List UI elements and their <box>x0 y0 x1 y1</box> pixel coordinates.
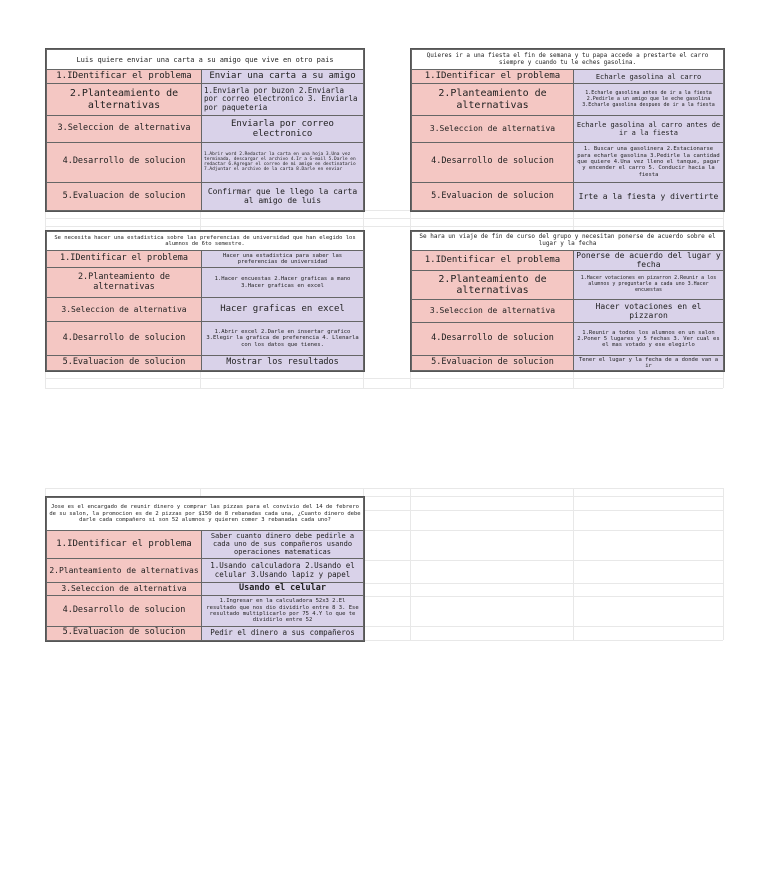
step-label: 2.Planteamiento de alternativas <box>47 559 202 582</box>
step-value: 1.Usando calculadora 2.Usando el celular 3.Usando lapiz y papel <box>202 559 364 582</box>
problem-statement: Luis quiere enviar una carta a su amigo que vive en otro pais <box>47 50 364 70</box>
step-value: 1.Enviarla por buzon 2.Enviarla por correo electronico 3. Enviarla por paqueteria <box>202 84 364 116</box>
step-value: 1. Buscar una gasolinera 2.Estacionarse para echarle gasolina 3.Pedirle la cantidad que quiere 4.Una vez lleno el tanque, pagar y encender el carro 5. Conducir hacia la fiesta <box>574 142 724 182</box>
step-value: Usando el celular <box>202 582 364 595</box>
step-label: 5.Evaluacion de solucion <box>47 182 202 210</box>
step-label: 5.Evaluacion de solucion <box>412 356 574 371</box>
problem-statement: Jose es el encargado de reunir dinero y comprar las pizzas para el convivio del 14 de febrero de su salon, la promocion es de 2 pizzas por $150 de 8 rebanadas cada una, ¿Cuanto dinero debe darle cada compañero si son 52 alumnos y quieren comer 3 rebanadas cada uno? <box>47 498 364 531</box>
problem-block-carta <box>45 48 365 212</box>
step-value: Hacer una estadistica para saber las preferencias de universidad <box>202 251 364 268</box>
step-label: 5.Evaluacion de solucion <box>412 182 574 210</box>
step-label: 4.Desarrollo de solucion <box>47 142 202 182</box>
step-label: 1.IDentificar el problema <box>412 250 574 270</box>
step-label: 3.Seleccion de alternativa <box>412 116 574 142</box>
step-value: 1.Echarle gasolina antes de ir a la fiesta 2.Pedirle a un amigo que le eche gasolina 3.Echarle gasolina despues de ir a la fiesta <box>574 84 724 116</box>
step-value: 1.Reunir a todos los alumnos en un salon 2.Poner 5 lugares y 5 fechas 3. Ver cual es el mas votado y ese elegirlo <box>574 323 724 356</box>
step-value: Irte a la fiesta y divertirte <box>574 182 724 210</box>
step-label: 5.Evaluacion de solucion <box>47 355 202 370</box>
step-label: 1.IDentificar el problema <box>47 251 202 268</box>
step-label: 3.Seleccion de alternativa <box>47 298 202 322</box>
step-value: Tener el lugar y la fecha de a donde van a ir <box>574 356 724 371</box>
step-label: 4.Desarrollo de solucion <box>412 323 574 356</box>
step-value: Ponerse de acuerdo del lugar y fecha <box>574 250 724 270</box>
step-label: 4.Desarrollo de solucion <box>47 596 202 627</box>
step-label: 2.Planteamiento de alternativas <box>47 84 202 116</box>
step-value: Hacer votaciones en el pizzaron <box>574 300 724 323</box>
step-value: 1.Hacer votaciones en pizarron 2.Reunir a los alumnos y preguntarle a cada uno 3.Hacer encuestas <box>574 270 724 299</box>
step-label: 5.Evaluacion de solucion <box>47 626 202 640</box>
step-value: Enviar una carta a su amigo <box>202 70 364 84</box>
step-value: 1.Abrir excel 2.Darle en insertar grafico 3.Elegir la grafica de preferencia 4. Llenarla con los datos que tienes. <box>202 321 364 355</box>
step-value: Enviarla por correo electronico <box>202 116 364 142</box>
problem-statement: Quieres ir a una fiesta el fin de semana y tu papa accede a prestarte el carro siempre y cuando tu le eches gasolina. <box>412 50 724 70</box>
step-label: 1.IDentificar el problema <box>47 70 202 84</box>
step-value: 1.Abrir word 2.Redactar la carta en una hoja 3.Una vez terminada, descargar el archivo 4.Ir a G-mail 5.Darle en redactar 6.Agregar el correo de mi amigo en destinatario 7.Adjuntar el archivo de la carta 8.Darle en enviar <box>202 142 364 182</box>
step-label: 2.Planteamiento de alternativas <box>412 270 574 299</box>
problem-statement: Se hara un viaje de fin de curso del grupo y necesitan ponerse de acuerdo sobre el lugar y la fecha <box>412 232 724 251</box>
step-value: Saber cuanto dinero debe pedirle a cada uno de sus compañeros usando operaciones matematicas <box>202 530 364 559</box>
problem-block-pizzas <box>45 496 365 642</box>
step-value: Mostrar los resultados <box>202 355 364 370</box>
step-value: Hacer graficas en excel <box>202 298 364 322</box>
problem-block-estadistica <box>45 230 365 372</box>
problem-statement: Se necesita hacer una estadistica sobre las preferencias de universidad que han elegido los alumnos de 6to semestre. <box>47 232 364 251</box>
step-value: Pedir el dinero a sus compañeros <box>202 626 364 640</box>
step-label: 3.Seleccion de alternativa <box>47 116 202 142</box>
step-label: 4.Desarrollo de solucion <box>47 321 202 355</box>
step-value: 1.Ingresar en la calculadora 52x3 2.El resultado que nos dio dividirlo entre 8 3. Ese resultado multiplicarlo por 75 4.Y lo que te dividirlo entre 52 <box>202 596 364 627</box>
step-label: 3.Seleccion de alternativa <box>47 582 202 595</box>
step-value: 1.Hacer encuestas 2.Hacer graficas a mano 3.Hacer graficas en excel <box>202 268 364 298</box>
step-value: Echarle gasolina al carro antes de ir a la fiesta <box>574 116 724 142</box>
step-label: 2.Planteamiento de alternativas <box>412 84 574 116</box>
problem-block-viaje <box>410 230 725 372</box>
step-label: 3.Seleccion de alternativa <box>412 300 574 323</box>
step-label: 4.Desarrollo de solucion <box>412 142 574 182</box>
step-value: Echarle gasolina al carro <box>574 70 724 84</box>
step-value: Confirmar que le llego la carta al amigo de luis <box>202 182 364 210</box>
step-label: 2.Planteamiento de alternativas <box>47 268 202 298</box>
step-label: 1.IDentificar el problema <box>47 530 202 559</box>
step-label: 1.IDentificar el problema <box>412 70 574 84</box>
problem-block-fiesta <box>410 48 725 212</box>
